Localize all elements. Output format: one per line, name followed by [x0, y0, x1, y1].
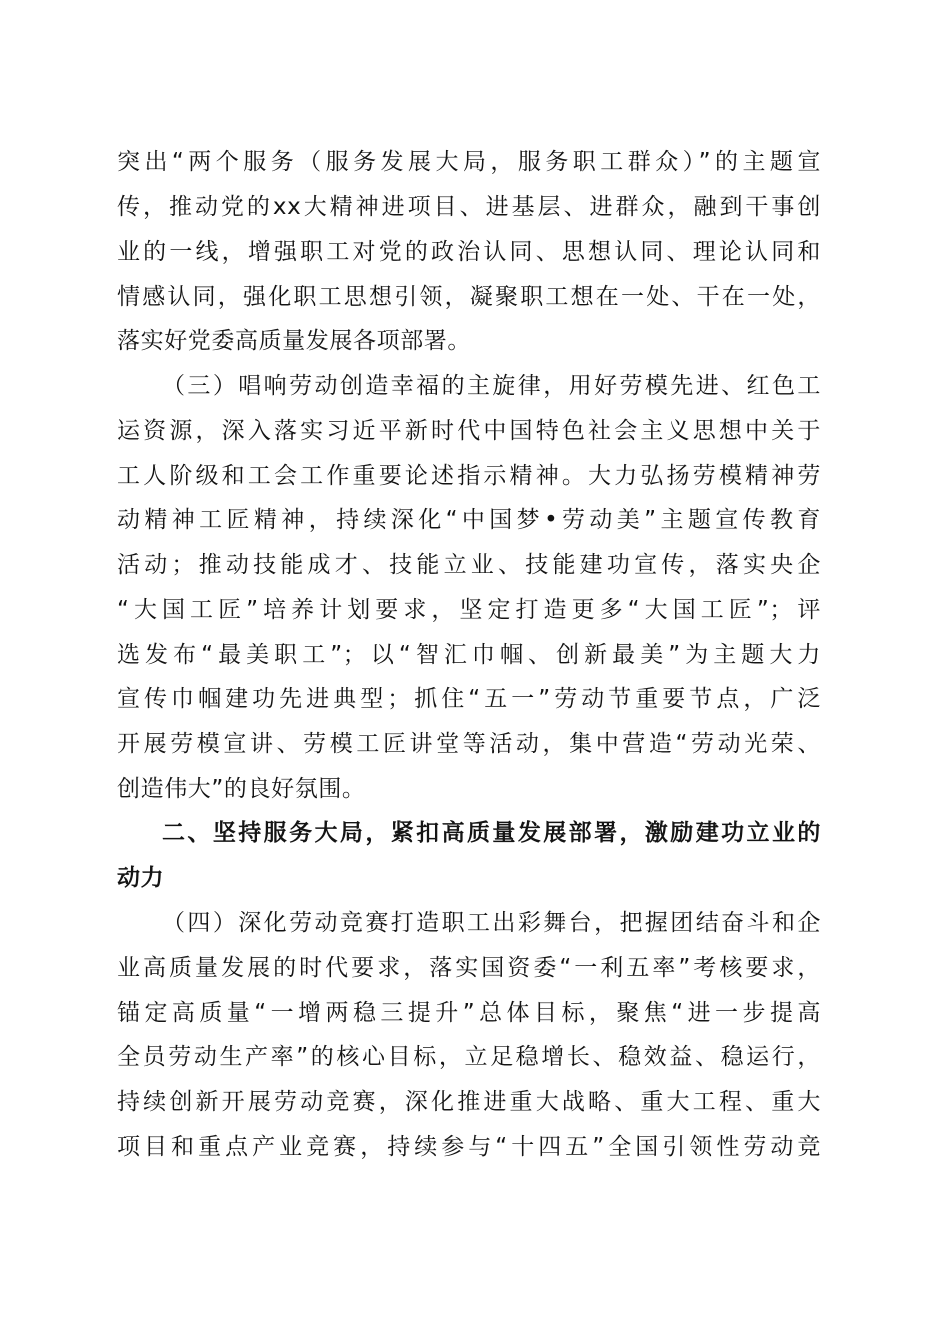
body-text-line: 落实好党委高质量发展各项部署。: [117, 328, 471, 354]
body-text-line: 开展劳模宣讲、劳模工匠讲堂等活动，集中营造“劳动光荣、: [117, 731, 821, 757]
body-text-line: 情感认同，强化职工思想引领，凝聚职工想在一处、干在一处，: [117, 284, 821, 310]
body-text-line: 传，推动党的xx大精神进项目、进基层、进群众，融到干事创: [117, 194, 821, 220]
body-text-line: 动精神工匠精神，持续深化“中国梦•劳动美”主题宣传教育: [117, 507, 821, 533]
body-text-line: 运资源，深入落实习近平新时代中国特色社会主义思想中关于: [117, 418, 821, 444]
body-text-line: 全员劳动生产率”的核心目标，立足稳增长、稳效益、稳运行，: [117, 1044, 821, 1070]
body-text-line: 宣传巾帼建功先进典型；抓住“五一”劳动节重要节点，广泛: [117, 686, 821, 712]
body-text-line: “大国工匠”培养计划要求，坚定打造更多“大国工匠”；评: [117, 597, 821, 623]
body-text-line: 活动；推动技能成才、技能立业、技能建功宣传，落实央企: [117, 552, 821, 578]
paragraph-three-first-line: （三）唱响劳动创造幸福的主旋律，用好劳模先进、红色工: [162, 373, 821, 399]
section-two-heading-continued: 动力: [117, 865, 165, 891]
body-text-line: 业的一线，增强职工对党的政治认同、思想认同、理论认同和: [117, 239, 821, 265]
paragraph-four-first-line: （四）深化劳动竞赛打造职工出彩舞台，把握团结奋斗和企: [162, 910, 821, 936]
body-text-line: 持续创新开展劳动竞赛，深化推进重大战略、重大工程、重大: [117, 1089, 821, 1115]
body-text-line: 项目和重点产业竞赛，持续参与“十四五”全国引领性劳动竞: [117, 1134, 821, 1160]
section-two-heading: 二、坚持服务大局，紧扣高质量发展部署，激励建功立业的: [162, 820, 821, 846]
body-text-line: 业高质量发展的时代要求，落实国资委“一利五率”考核要求，: [117, 955, 821, 981]
body-text-line: 锚定高质量“一增两稳三提升”总体目标，聚焦“进一步提高: [117, 1000, 821, 1026]
body-text-line: 选发布“最美职工”；以“智汇巾帼、创新最美”为主题大力: [117, 642, 821, 668]
body-text-line: 创造伟大”的良好氛围。: [117, 776, 366, 802]
body-text-line: 突出“两个服务（服务发展大局，服务职工群众）”的主题宣: [117, 149, 821, 175]
body-text-line: 工人阶级和工会工作重要论述指示精神。大力弘扬劳模精神劳: [117, 463, 821, 489]
